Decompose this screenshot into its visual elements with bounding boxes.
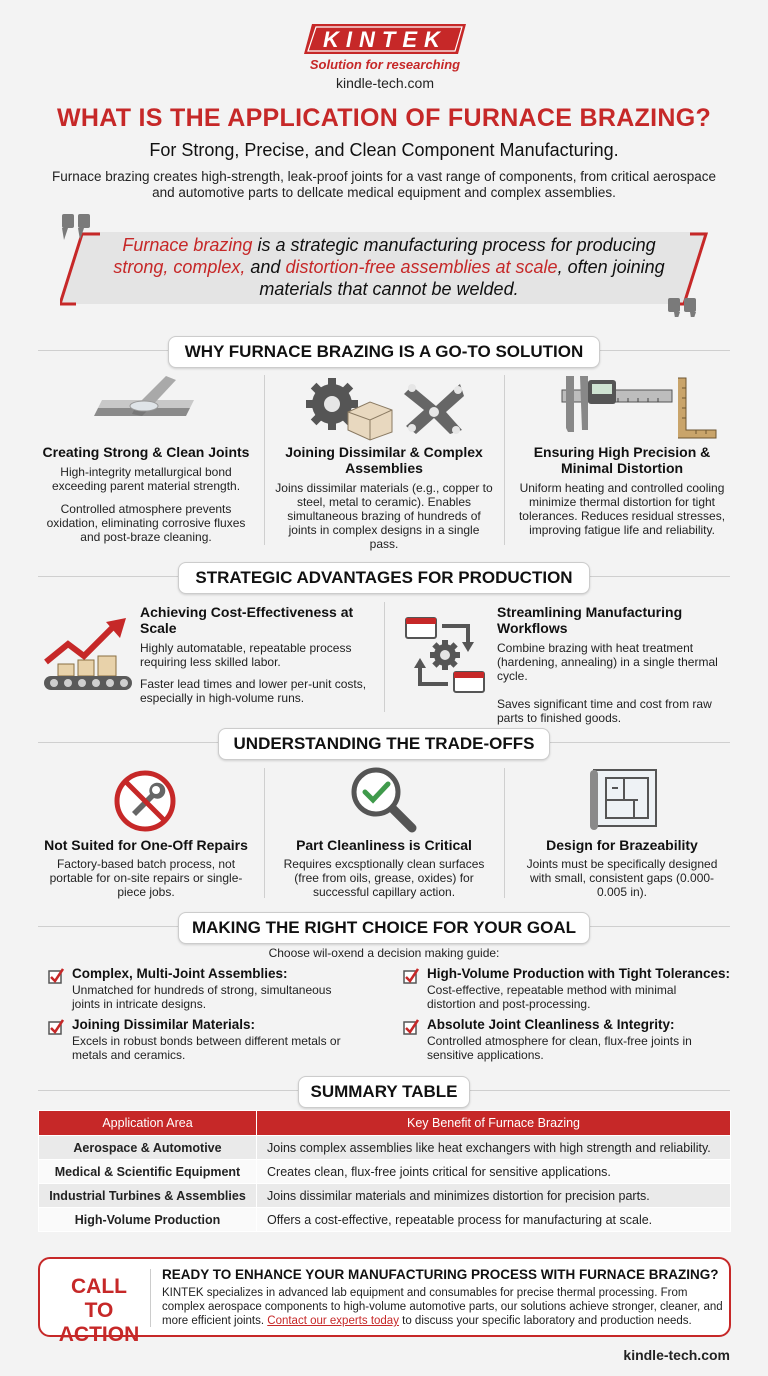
column-separator — [264, 768, 265, 898]
table-row — [39, 1160, 731, 1184]
gears-bracket-icon — [300, 372, 470, 442]
cta-label — [54, 1275, 144, 1347]
goal-item-title-2: High-Volume Production with Tight Tolerances: — [427, 966, 731, 981]
why-card-title-2: Joining Dissimilar & Complex Assemblies — [285, 444, 483, 476]
weld-joint-icon — [90, 372, 200, 442]
table-header: Key Benefit of Furnace Brazing — [257, 1111, 731, 1136]
why-card-title-3: Ensuring High Precision & Minimal Distortion — [533, 444, 711, 476]
goal-item-text-3: Excels in robust bonds between different metals or metals and ceramics. — [72, 1034, 341, 1062]
quote-part: and — [245, 257, 286, 277]
check-icon — [403, 1019, 419, 1035]
site-url-bottom[interactable]: kindle-tech.com — [623, 1347, 730, 1363]
why-card-text-1b: Controlled atmosphere prevents oxidation, eliminating corrosive fluxes and post-braze cleaning. — [46, 502, 246, 544]
goal-lead: Choose wil-oxend a decision making guide: — [268, 946, 500, 960]
tradeoff-card-title-1: Not Suited for One-Off Repairs — [44, 837, 248, 853]
table-row — [39, 1208, 731, 1232]
column-separator — [384, 602, 385, 712]
cta-body — [162, 1286, 727, 1328]
table-cell-benefit: Creates clean, flux-free joints critical for sensitive applications. — [257, 1160, 731, 1184]
quote-part: , often joining materials that cannot be welded. — [259, 257, 665, 299]
column-separator — [504, 768, 505, 898]
cta-label-line: CALL TO — [71, 1275, 127, 1322]
goal-item-title-3: Joining Dissimilar Materials: — [72, 1017, 256, 1032]
table-cell-area: High-Volume Production — [39, 1208, 257, 1232]
check-icon — [403, 968, 419, 984]
workflow-cycle-icon — [402, 614, 488, 696]
strategic-item-title-1: Achieving Cost-Effectiveness at Scale — [140, 604, 354, 636]
key-quote — [96, 234, 682, 300]
magnifier-check-icon — [348, 764, 420, 836]
caliper-square-icon — [558, 372, 720, 442]
goal-item-text-2: Cost-effective, repeatable method with minimal distortion and post-processing. — [427, 983, 677, 1011]
goal-item-text-4: Controlled atmosphere for clean, flux-free joints in sensitive applications. — [427, 1034, 692, 1062]
tradeoff-card-title-3: Design for Brazeability — [546, 837, 698, 853]
summary-table — [38, 1110, 731, 1232]
table-row — [39, 1136, 731, 1160]
table-row — [39, 1184, 731, 1208]
blueprint-icon — [588, 766, 660, 834]
call-to-action-box — [38, 1257, 731, 1346]
contact-experts-link[interactable]: Contact our experts today — [267, 1315, 399, 1327]
table-cell-area: Aerospace & Automotive — [39, 1136, 257, 1160]
table-cell-benefit: Offers a cost-effective, repeatable process for manufacturing at scale. — [257, 1208, 731, 1232]
why-card-text-3: Uniform heating and controlled cooling minimize thermal distortion for tight tolerances. Reduces residual stresses, improving fatigue life and reliability. — [518, 481, 726, 537]
goal-section-title: MAKING THE RIGHT CHOICE FOR YOUR GOAL — [178, 912, 590, 944]
check-icon — [48, 968, 64, 984]
why-card-text-2: Joins dissimilar materials (e.g., copper to steel, metal to ceramic). Enables simultaneous brazing of hundreds of joints in complex designs in a single pass. — [275, 481, 493, 551]
table-header-row — [39, 1111, 731, 1136]
strategic-item-text-1b: Faster lead times and lower per-unit costs, especially in high-volume runs. — [140, 677, 367, 705]
strategic-item-text-2a: Combine brazing with heat treatment (hardening, annealing) in a single thermal cycle. — [497, 641, 718, 683]
goal-item-title-4: Absolute Joint Cleanliness & Integrity: — [427, 1017, 675, 1032]
table-cell-benefit: Joins complex assemblies like heat exchangers with high strength and reliability. — [257, 1136, 731, 1160]
why-card-title-1: Creating Strong & Clean Joints — [42, 444, 250, 460]
intro-text: Furnace brazing creates high-strength, leak-proof joints for a vast range of components, from critical aerospace and automotive parts to dellcate medical equipment and complex assemblies. — [51, 169, 717, 200]
strategic-section-title: STRATEGIC ADVANTAGES FOR PRODUCTION — [178, 562, 590, 594]
why-card-text-1a: High-integrity metallurgical bond exceeding parent material strength. — [51, 465, 241, 493]
column-separator — [504, 375, 505, 545]
strategic-item-title-2: Streamlining Manufacturing Workflows — [497, 604, 683, 636]
cta-body-text: KINTEK specializes in advanced lab equipment and consumables for precise thermal processing. From complex aerospace components to high-volume automotive parts, our solutions achieve stronger, cleaner, and more efficient joints. — [162, 1287, 723, 1327]
table-cell-area: Industrial Turbines & Assemblies — [39, 1184, 257, 1208]
cta-body-text: to discuss your specific laboratory and production needs. — [398, 1315, 692, 1327]
column-separator — [264, 375, 265, 545]
page-title: WHAT IS THE APPLICATION OF FURNACE BRAZING? — [56, 104, 712, 132]
cta-label-line: ACTION — [58, 1323, 140, 1346]
quote-highlight: distortion-free assemblies at scale — [285, 257, 558, 277]
strategic-item-text-1a: Highly automatable, repeatable process requiring less skilled labor. — [140, 641, 352, 669]
tagline: Solution for researching — [309, 57, 461, 72]
why-section-title: WHY FURNACE BRAZING IS A GO-TO SOLUTION — [168, 336, 600, 368]
summary-section-title: SUMMARY TABLE — [298, 1076, 470, 1108]
cost-growth-icon — [40, 618, 136, 694]
table-cell-benefit: Joins dissimilar materials and minimizes distortion for precision parts. — [257, 1184, 731, 1208]
strategic-item-text-2b: Saves significant time and cost from raw parts to finished goods. — [497, 697, 712, 725]
tradeoff-card-text-3: Joints must be specifically designed with small, consistent gaps (0.000-0.005 in). — [526, 857, 718, 899]
table-cell-area: Medical & Scientific Equipment — [39, 1160, 257, 1184]
brand-name: KINTEK — [323, 27, 447, 52]
check-icon — [48, 1019, 64, 1035]
cta-title: READY TO ENHANCE YOUR MANUFACTURING PROCESS WITH FURNACE BRAZING? — [162, 1267, 719, 1282]
tradeoff-card-text-2: Requires excsptionally clean surfaces (free from oils, grease, oxides) for successful capillary action. — [283, 857, 485, 899]
site-url-top[interactable]: kindle-tech.com — [335, 75, 435, 91]
goal-item-title-1: Complex, Multi-Joint Assemblies: — [72, 966, 288, 981]
quote-highlight: Furnace brazing — [122, 235, 253, 255]
quote-part: is a strategic manufacturing process for producing — [252, 235, 656, 255]
tradeoff-card-title-2: Part Cleanliness is Critical — [296, 837, 472, 853]
table-header: Application Area — [39, 1111, 257, 1136]
tradeoff-card-text-1: Factory-based batch process, not portable for on-site repairs or single-piece jobs. — [49, 857, 243, 899]
tradeoffs-section-title: UNDERSTANDING THE TRADE-OFFS — [218, 728, 550, 760]
no-repair-icon — [112, 768, 178, 834]
goal-item-text-1: Unmatched for hundreds of strong, simultaneous joints in intricate designs. — [72, 983, 332, 1011]
page-subtitle: For Strong, Precise, and Clean Component Manufacturing. — [149, 140, 619, 160]
quote-highlight: strong, complex, — [113, 257, 246, 277]
cta-separator — [150, 1269, 151, 1327]
